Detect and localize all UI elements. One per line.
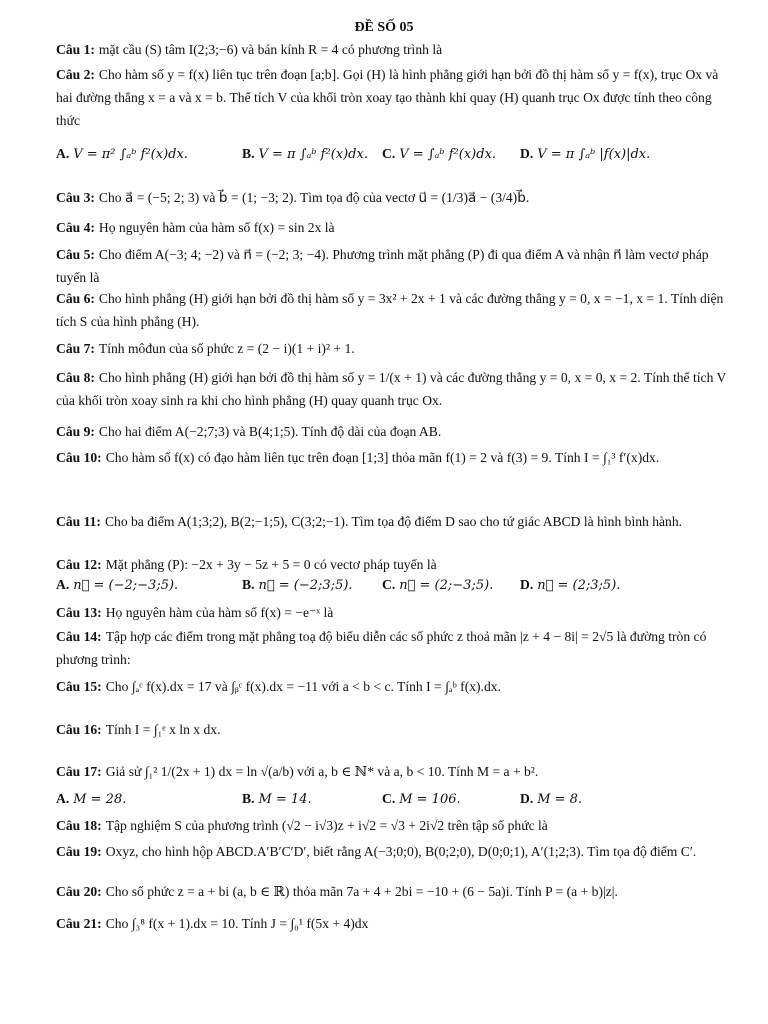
question-6 bbox=[56, 287, 736, 333]
option-d: D. M = 8. bbox=[520, 791, 583, 807]
question-label: Câu 8: bbox=[56, 370, 95, 385]
question-label: Câu 10: bbox=[56, 450, 102, 465]
option-a: A. n⃗ = (−2;−3;5). bbox=[56, 577, 179, 593]
question-text: Tập nghiệm S của phương trình (√2 − i√3)z + i√2 = √3 + 2i√2 trên tập số phức là bbox=[105, 818, 548, 833]
question-3 bbox=[56, 186, 736, 209]
question-label: Câu 2: bbox=[56, 67, 95, 82]
question-label: Câu 12: bbox=[56, 557, 102, 572]
question-17-options bbox=[56, 791, 746, 813]
question-15 bbox=[56, 675, 736, 698]
option-b: B. n⃗ = (−2;3;5). bbox=[242, 577, 353, 593]
question-12-options bbox=[56, 577, 746, 599]
question-13 bbox=[56, 601, 736, 624]
question-text: Cho hình phẳng (H) giới hạn bởi đồ thị hàm số y = 3x² + 2x + 1 và các đường thẳng y = 0, x = −1, x = 1. Tính diện tích S của hình phẳng (H). bbox=[56, 291, 724, 329]
question-text: Tập hợp các điểm trong mặt phẳng toạ độ biểu diễn các số phức z thoả mãn |z + 4 − 8i| = 2√5 là đường tròn có phương trình: bbox=[56, 629, 707, 667]
question-2 bbox=[56, 63, 736, 132]
option-d: D. V = π ∫ₐᵇ |f(x)|dx. bbox=[520, 146, 651, 162]
question-label: Câu 7: bbox=[56, 341, 95, 356]
question-text: Tính môđun của số phức z = (2 − i)(1 + i)² + 1. bbox=[98, 341, 355, 356]
question-text: Cho ∫ₐᶜ f(x).dx = 17 và ∫ᵦᶜ f(x).dx = −11 với a < b < c. Tính I = ∫ₐᵇ f(x).dx. bbox=[105, 679, 501, 694]
question-18 bbox=[56, 814, 736, 837]
question-label: Câu 20: bbox=[56, 884, 102, 899]
question-label: Câu 5: bbox=[56, 247, 95, 262]
question-text: Cho a⃗ = (−5; 2; 3) và b⃗ = (1; −3; 2). Tìm tọa độ của vectơ u⃗ = (1/3)a⃗ − (3/4)b⃗. bbox=[98, 190, 530, 205]
question-text: Cho điểm A(−3; 4; −2) và n⃗ = (−2; 3; −4). Phương trình mặt phẳng (P) đi qua điểm A và nhận n⃗ làm vectơ pháp tuyến là bbox=[56, 247, 709, 285]
question-label: Câu 6: bbox=[56, 291, 95, 306]
question-8 bbox=[56, 366, 736, 412]
question-label: Câu 9: bbox=[56, 424, 95, 439]
question-7 bbox=[56, 337, 736, 360]
question-11 bbox=[56, 510, 736, 533]
question-label: Câu 3: bbox=[56, 190, 95, 205]
question-4 bbox=[56, 216, 736, 239]
question-label: Câu 16: bbox=[56, 722, 102, 737]
question-17 bbox=[56, 760, 736, 783]
option-b: B. V = π ∫ₐᵇ f²(x)dx. bbox=[242, 146, 368, 162]
question-20 bbox=[56, 880, 736, 903]
question-text: Mặt phẳng (P): −2x + 3y − 5z + 5 = 0 có vectơ pháp tuyến là bbox=[105, 557, 437, 572]
question-text: Họ nguyên hàm của hàm số f(x) = −e⁻ˣ là bbox=[105, 605, 334, 620]
question-text: mặt cầu (S) tâm I(2;3;−6) và bán kính R = 4 có phương trình là bbox=[98, 42, 443, 57]
question-label: Câu 18: bbox=[56, 818, 102, 833]
question-label: Câu 19: bbox=[56, 844, 102, 859]
question-text: Oxyz, cho hình hộp ABCD.A′B′C′D′, biết rằng A(−3;0;0), B(0;2;0), D(0;0;1), A′(1;2;3). Tìm tọa độ điểm C′. bbox=[105, 844, 697, 859]
question-text: Cho hàm số y = f(x) liên tục trên đoạn [a;b]. Gọi (H) là hình phẳng giới hạn bởi đồ thị hàm số y = f(x), trục Ox và hai đường thẳng x = a và x = b. Thể tích V của khối tròn xoay tạo thành khi quay (H) quanh trục Ox được tính theo công thức bbox=[56, 67, 719, 128]
question-text: Cho ∫₃⁸ f(x + 1).dx = 10. Tính J = ∫₀¹ f(5x + 4)dx bbox=[105, 916, 369, 931]
question-text: Cho hàm số f(x) có đạo hàm liên tục trên đoạn [1;3] thỏa mãn f(1) = 2 và f(3) = 9. Tính I = ∫₁³ f′(x)dx. bbox=[105, 450, 660, 465]
question-text: Cho ba điểm A(1;3;2), B(2;−1;5), C(3;2;−1). Tìm tọa độ điểm D sao cho tứ giác ABCD là hình bình hành. bbox=[104, 514, 683, 529]
question-label: Câu 17: bbox=[56, 764, 102, 779]
question-text: Tính I = ∫₁ᵉ x ln x dx. bbox=[105, 722, 221, 737]
option-b: B. M = 14. bbox=[242, 791, 312, 807]
option-c: C. M = 106. bbox=[382, 791, 461, 807]
question-14 bbox=[56, 625, 736, 671]
question-16 bbox=[56, 718, 736, 741]
question-text: Giả sử ∫₁² 1/(2x + 1) dx = ln √(a/b) với a, b ∈ ℕ* và a, b < 10. Tính M = a + b². bbox=[105, 764, 539, 779]
question-label: Câu 21: bbox=[56, 916, 102, 931]
question-text: Cho hình phẳng (H) giới hạn bởi đồ thị hàm số y = 1/(x + 1) và các đường thẳng y = 0, x = 0, x = 2. Tính thể tích V của khối tròn xoay sinh ra khi cho hình phẳng (H) quay quanh trục Ox. bbox=[56, 370, 727, 408]
question-12 bbox=[56, 553, 736, 576]
question-text: Họ nguyên hàm của hàm số f(x) = sin 2x là bbox=[98, 220, 335, 235]
question-label: Câu 13: bbox=[56, 605, 102, 620]
option-c: C. n⃗ = (2;−3;5). bbox=[382, 577, 494, 593]
question-10 bbox=[56, 446, 736, 469]
page-title: ĐỀ SỐ 05 bbox=[354, 20, 414, 35]
question-label: Câu 11: bbox=[56, 514, 101, 529]
option-d: D. n⃗ = (2;3;5). bbox=[520, 577, 621, 593]
question-label: Câu 15: bbox=[56, 679, 102, 694]
option-a: A. V = π² ∫ₐᵇ f²(x)dx. bbox=[56, 146, 188, 162]
question-1 bbox=[56, 38, 736, 61]
option-a: A. M = 28. bbox=[56, 791, 127, 807]
question-19 bbox=[56, 840, 736, 863]
question-2-options bbox=[56, 146, 746, 168]
question-text: Cho hai điểm A(−2;7;3) và B(4;1;5). Tính độ dài của đoạn AB. bbox=[98, 424, 442, 439]
question-label: Câu 1: bbox=[56, 42, 95, 57]
question-9 bbox=[56, 420, 736, 443]
question-21 bbox=[56, 912, 736, 935]
option-c: C. V = ∫ₐᵇ f²(x)dx. bbox=[382, 146, 497, 162]
question-text: Cho số phức z = a + bi (a, b ∈ ℝ) thỏa mãn 7a + 4 + 2bi = −10 + (6 − 5a)i. Tính P = (a + b)|z|. bbox=[105, 884, 618, 899]
question-label: Câu 4: bbox=[56, 220, 95, 235]
question-5 bbox=[56, 243, 736, 289]
question-label: Câu 14: bbox=[56, 629, 102, 644]
